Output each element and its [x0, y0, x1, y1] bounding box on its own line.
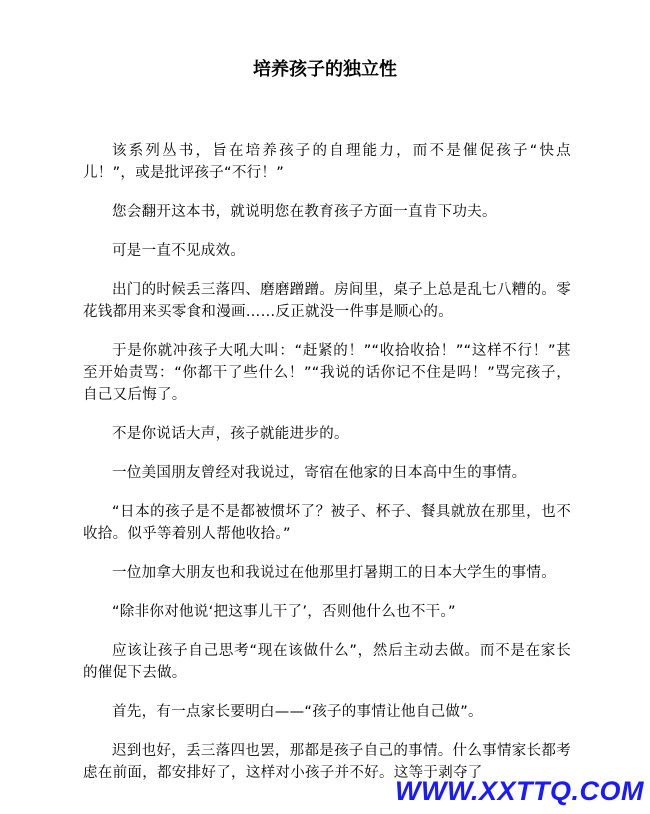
paragraph-12: 首先，有一点家长要明白——“孩子的事情让他自己做”。 [112, 704, 483, 720]
paragraph-6: 不是你说话大声，孩子就能进步的。 [112, 426, 349, 442]
paragraph-4: 出门的时候丢三落四、磨磨蹭蹭。房间里，桌子上总是乱七八糟的。零花钱都用来买零食和漫画……反正就没一件事是顺心的。 [83, 282, 571, 320]
site-watermark: WWW.XXTTQ.COM [395, 776, 644, 806]
paragraph-1: 该系列丛书，旨在培养孩子的自理能力，而不是催促孩子“快点儿！”，或是批评孩子“不行！” [83, 143, 571, 181]
paragraph-3: 可是一直不见成效。 [112, 243, 246, 259]
paragraph-10: “除非你对他说‘把这事儿干了’，否则他什么也不干。” [112, 604, 456, 620]
paragraph-5: 于是你就冲孩子大吼大叫：“赶紧的！”“收拾收拾！”“这样不行！”甚至开始责骂：“你都干了些什么！”“我说的话你记不住是吗！”骂完孩子，自己又后悔了。 [83, 343, 571, 403]
document-title: 培养孩子的独立性 [253, 59, 397, 80]
paragraph-2: 您会翻开这本书，就说明您在教育孩子方面一直肯下功夫。 [112, 204, 497, 220]
paragraph-11: 应该让孩子自己思考“现在该做什么”，然后主动去做。而不是在家长的催促下去做。 [83, 643, 571, 681]
paragraph-13: 迟到也好，丢三落四也罢，那都是孩子自己的事情。什么事情家长都考虑在前面，都安排好了，这样对小孩子并不好。这等于剥夺了 [83, 743, 571, 781]
paragraph-8: “日本的孩子是不是都被惯坏了？被子、杯子、餐具就放在那里，也不收拾。似乎等着别人帮他收拾。” [83, 504, 571, 542]
paragraph-7: 一位美国朋友曾经对我说过，寄宿在他家的日本高中生的事情。 [112, 465, 527, 481]
document-body [83, 140, 571, 801]
paragraph-9: 一位加拿大朋友也和我说过在他那里打暑期工的日本大学生的事情。 [112, 565, 556, 581]
